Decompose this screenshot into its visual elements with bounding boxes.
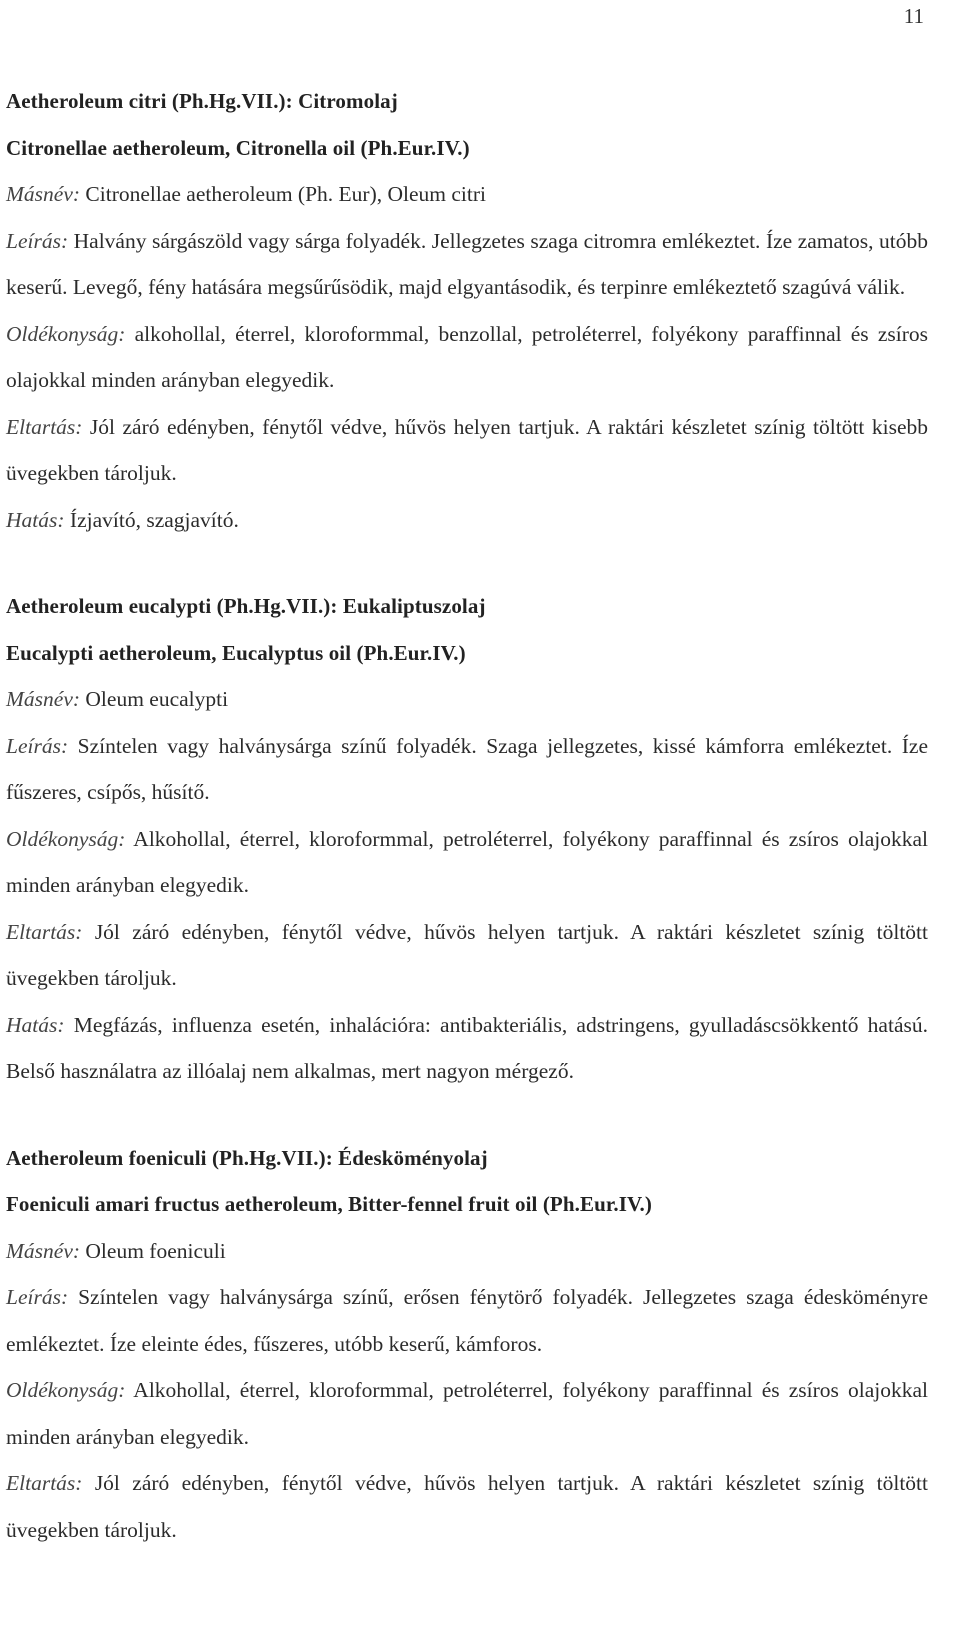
field-label: Oldékonyság: [6,1378,126,1402]
document-body [6,78,928,1553]
field-hatas [6,497,928,544]
field-value: Citronellae aetheroleum (Ph. Eur), Oleum citri [80,182,487,206]
field-leiras [6,1274,928,1367]
field-value: Ízjavító, szagjavító. [64,507,239,532]
field-eltartas [6,909,928,1002]
entry-title: Aetheroleum eucalypti (Ph.Hg.VII.): Eukaliptuszolaj [6,594,486,618]
field-hatas [6,1002,928,1095]
entry-title: Aetheroleum citri (Ph.Hg.VII.): Citromolaj [6,89,398,113]
field-label: Oldékonyság: [6,321,126,346]
field-label: Másnév: [6,687,81,711]
field-value: Alkohollal, éterrel, kloroformmal, petroléterrel, folyékony paraffinnal és zsíros olajokkal minden arányban elegyedik. [6,1378,928,1449]
entry-aetheroleum-citri [6,78,928,543]
field-leiras [6,218,928,311]
entry-subtitle: Citronellae aetheroleum, Citronella oil (Ph.Eur.IV.) [6,135,470,160]
field-value: Színtelen vagy halványsárga színű folyadék. Szaga jellegzetes, kissé kámforra emlékeztet. Íze fűszeres, csípős, hűsítő. [6,733,928,804]
field-label: Eltartás: [6,1471,83,1495]
field-label: Másnév: [6,182,81,206]
field-value: Megfázás, influenza esetén, inhalációra: antibakteriális, adstringens, gyulladáscsökkentő hatású. Belső használatra az illóalaj nem alkalmas, mert nagyon mérgező. [6,1012,928,1083]
entry-title: Aetheroleum foeniculi (Ph.Hg.VII.): Édesköményolaj [6,1145,488,1170]
field-label: Oldékonyság: [6,826,126,851]
field-masnev [6,171,928,218]
field-oldekonysag [6,1367,928,1460]
field-oldekonysag [6,816,928,909]
field-label: Leírás: [6,1285,69,1309]
field-eltartas [6,1460,928,1553]
entry-subtitle: Eucalypti aetheroleum, Eucalyptus oil (Ph.Eur.IV.) [6,640,466,665]
entry-aetheroleum-eucalypti [6,583,928,1095]
entry-subtitle: Foeniculi amari fructus aetheroleum, Bitter-fennel fruit oil (Ph.Eur.IV.) [6,1192,652,1216]
field-value: Oleum foeniculi [80,1238,226,1263]
field-value: Jól záró edényben, fénytől védve, hűvös helyen tartjuk. A raktári készletet színig töltött kisebb üvegekben tároljuk. [6,414,928,485]
field-value: Oleum eucalypti [80,687,229,711]
field-oldekonysag [6,311,928,404]
field-label: Hatás: [6,507,65,532]
field-value: alkohollal, éterrel, kloroformmal, benzollal, petroléterrel, folyékony paraffinnal és zsíros olajokkal minden arányban elegyedik. [6,321,928,392]
field-eltartas [6,404,928,497]
field-value: Halvány sárgászöld vagy sárga folyadék. Jellegzetes szaga citromra emlékeztet. Íze zamatos, utóbb keserű. Levegő, fény hatására megsűrűsödik, majd elgyantásodik, és terpinre emlékeztető szagúvá válik. [6,228,928,299]
field-label: Eltartás: [6,919,83,944]
page-number: 11 [903,4,924,28]
field-value: Színtelen vagy halványsárga színű, erősen fénytörő folyadék. Jellegzetes szaga édesköményre emlékeztet. Íze eleinte édes, fűszeres, utóbb keserű, kámforos. [6,1285,928,1356]
field-label: Másnév: [6,1238,81,1263]
entry-aetheroleum-foeniculi [6,1135,928,1554]
field-label: Leírás: [6,733,69,758]
field-label: Hatás: [6,1012,65,1037]
field-value: Jól záró edényben, fénytől védve, hűvös helyen tartjuk. A raktári készletet színig töltött üvegekben tároljuk. [6,1471,928,1542]
field-label: Leírás: [6,228,69,253]
field-label: Eltartás: [6,414,83,439]
field-value: Jól záró edényben, fénytől védve, hűvös helyen tartjuk. A raktári készletet színig töltött üvegekben tároljuk. [6,919,928,990]
field-value: Alkohollal, éterrel, kloroformmal, petroléterrel, folyékony paraffinnal és zsíros olajokkal minden arányban elegyedik. [6,826,928,897]
field-masnev [6,1228,928,1275]
field-masnev [6,676,928,723]
field-leiras [6,723,928,816]
